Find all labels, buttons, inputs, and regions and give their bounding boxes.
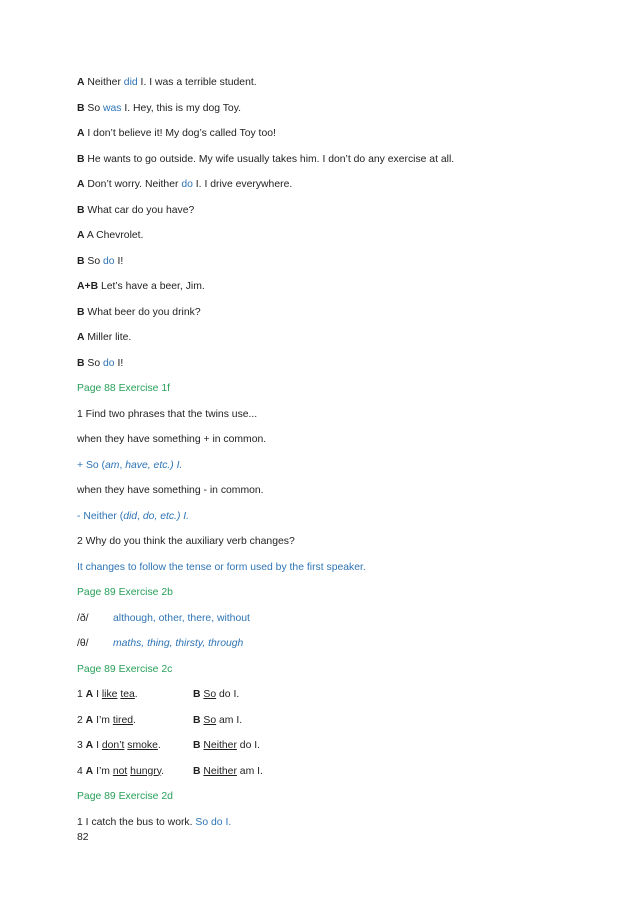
item-number: 2 [77, 714, 83, 726]
line-text: . [133, 714, 136, 726]
speaker-label: A [77, 179, 85, 190]
phoneme-row [77, 606, 597, 632]
stressed-word: hungry [130, 765, 162, 777]
exchange-row [77, 759, 597, 785]
speaker-label: A [77, 77, 85, 88]
line-text: What beer do you drink? [84, 306, 201, 318]
stressed-word: tea [120, 689, 135, 700]
dialogue-line [77, 70, 597, 96]
speaker-label: B [193, 714, 201, 726]
response [193, 682, 239, 708]
dialogue-line [77, 274, 597, 300]
stressed-word: tired [112, 714, 134, 726]
line-text: . [134, 689, 138, 700]
exercise-heading: Page 89 Exercise 2d [77, 791, 173, 802]
line-text: I. Hey, this is my dog Toy. [121, 102, 242, 114]
stressed-word: So [203, 714, 217, 726]
answer-part: , [137, 510, 143, 522]
speaker-label: A [85, 765, 94, 777]
line-text: So [84, 357, 103, 369]
stressed-word: smoke [127, 740, 158, 751]
response [193, 708, 242, 734]
stressed-word: not [112, 765, 128, 777]
answer-text: It changes to follow the tense or form used by the first speaker. [77, 561, 366, 573]
line-text: I [96, 740, 102, 751]
dialogue-line [77, 300, 597, 326]
question-text: 1 Find two phrases that the twins use... [77, 408, 258, 420]
line-text: So [84, 255, 103, 267]
line-text: Neither [84, 77, 124, 88]
exercise-heading: Page 89 Exercise 2c [77, 663, 173, 675]
answer-part: , etc.) I. [154, 510, 190, 522]
question-text: when they have something - in common. [77, 485, 264, 496]
stressed-word: Neither [203, 765, 237, 777]
exercise-heading: Page 89 Exercise 2b [77, 587, 173, 598]
auxiliary-verb: do [103, 357, 115, 369]
speaker-label: B [77, 306, 85, 318]
answer-italic: am [105, 459, 120, 471]
phoneme-words: although, other, there, without [113, 612, 250, 624]
auxiliary-verb: do [181, 179, 193, 190]
speaker-label: B [77, 153, 85, 165]
answer-italic: did [123, 510, 138, 522]
page-number: 82 [77, 832, 89, 843]
dialogue-line [77, 325, 597, 351]
line-text: do I. [216, 689, 240, 700]
line-text: Let’s have a beer, Jim. [98, 281, 205, 292]
speaker-label: A [77, 332, 85, 343]
line-text: . [157, 740, 161, 751]
line-text: I don’t believe it! My dog’s called Toy too! [84, 128, 276, 139]
dialogue-line [77, 351, 597, 377]
auxiliary-verb: do [103, 255, 115, 267]
line-text: am I. [216, 714, 243, 726]
stressed-word: don’t [101, 740, 125, 751]
dialogue-line [77, 198, 597, 224]
line-text: Don’t worry. Neither [84, 179, 182, 190]
line-text: I! [114, 357, 124, 369]
exercise-heading: Page 88 Exercise 1f [77, 383, 170, 394]
speaker-label: B [193, 740, 201, 751]
line-text: Miller lite. [84, 332, 132, 343]
speaker-label: B [77, 204, 85, 216]
exchange-row [77, 682, 597, 708]
line-text: I. I drive everywhere. [192, 179, 293, 190]
answer-text [77, 504, 597, 530]
speaker-label: A+B [77, 281, 99, 292]
line-text: I [96, 689, 102, 700]
answer-part: , etc.) I. [147, 459, 183, 471]
phoneme-symbol: /ð/ [77, 612, 89, 624]
answer-italic: have [125, 459, 148, 471]
phoneme-words: maths, thing, thirsty, through [113, 638, 244, 649]
line-text: I. I was a terrible student. [137, 77, 257, 88]
speaker-label: A [77, 128, 85, 139]
answer-part: , [119, 459, 126, 471]
dialogue-line [77, 223, 597, 249]
line-text: He wants to go outside. My wife usually takes him. I don’t do any exercise at all. [84, 153, 455, 165]
line-text: . [161, 765, 165, 777]
speaker-label: A [85, 714, 94, 726]
dialogue-line [77, 121, 597, 147]
phoneme-row [77, 631, 597, 657]
stressed-word: So [203, 689, 217, 700]
speaker-label: A [85, 689, 94, 700]
speaker-label: B [77, 255, 85, 267]
stressed-word: like [101, 689, 118, 700]
line-text: 1 I catch the bus to work. [77, 816, 196, 828]
question-text [77, 810, 597, 836]
dialogue-line [77, 172, 597, 198]
dialogue-line [77, 96, 597, 122]
answer-text: So do I. [195, 816, 232, 828]
answer-text [77, 453, 597, 479]
answer-part: + So ( [77, 459, 106, 471]
phoneme-symbol: /θ/ [77, 638, 89, 649]
speaker-label: B [193, 689, 201, 700]
response [193, 759, 263, 785]
speaker-label: B [77, 102, 85, 114]
answer-part: - Neither ( [77, 510, 124, 522]
item-number: 3 [77, 740, 83, 751]
question-text: when they have something + in common. [77, 434, 267, 445]
question-text: 2 Why do you think the auxiliary verb changes? [77, 536, 295, 547]
stressed-word: Neither [203, 740, 237, 751]
line-text: do I. [236, 740, 261, 751]
speaker-label: A [85, 740, 94, 751]
item-number: 4 [77, 765, 83, 777]
response [193, 733, 260, 759]
speaker-label: B [193, 765, 201, 777]
exchange-row [77, 708, 597, 734]
line-text: am I. [236, 765, 263, 777]
auxiliary-verb: did [123, 77, 138, 88]
line-text: What car do you have? [84, 204, 195, 216]
answer-italic: do [142, 510, 155, 522]
line-text: I’m [96, 714, 113, 726]
speaker-label: B [77, 357, 85, 369]
line-text: A Chevrolet. [84, 230, 144, 241]
line-text: I’m [96, 765, 113, 777]
dialogue-line [77, 147, 597, 173]
dialogue-line [77, 249, 597, 275]
line-text: I! [114, 255, 124, 267]
document-page [77, 70, 597, 835]
line-text: So [84, 102, 103, 114]
speaker-label: A [77, 230, 85, 241]
exchange-row [77, 733, 597, 759]
item-number: 1 [77, 689, 83, 700]
auxiliary-verb: was [103, 102, 122, 114]
